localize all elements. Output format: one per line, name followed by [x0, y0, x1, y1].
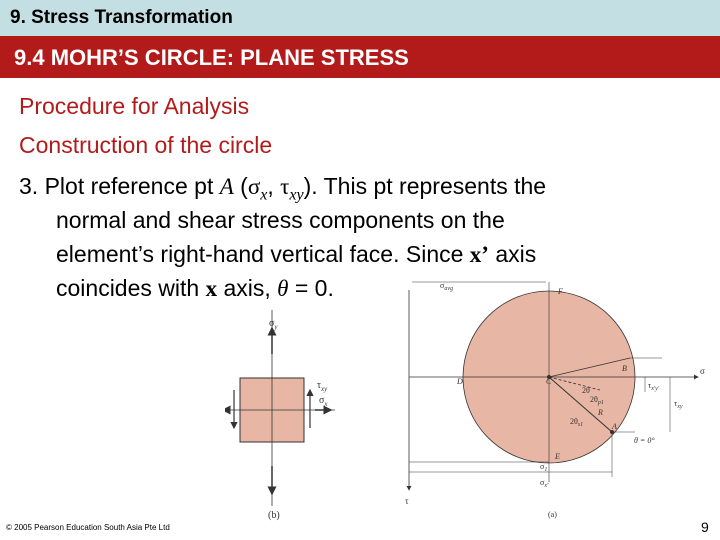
sigma-avg-label: $\sigma_{avg}$ — [440, 281, 453, 292]
step-number: 3. — [19, 173, 39, 199]
point-b-label: B — [622, 364, 627, 373]
two-theta-label: 2θ — [582, 386, 590, 395]
step-3-line-1: 3. Plot reference pt A ($\sigma_x$, $\tau_{xy}$). This pt represents the — [19, 173, 547, 204]
stress-element-figure — [225, 310, 335, 525]
point-d-label: D — [457, 377, 463, 386]
copyright-footer: © 2005 Pearson Education South Asia Pte Ltd — [6, 523, 170, 532]
sigma-x-label: $\sigma_x$ — [319, 395, 328, 408]
page-number: 9 — [701, 519, 709, 535]
tau-x-prime-y-prime-label: $\tau_{x'y'}$ — [648, 381, 660, 392]
sigma-1-label: $\sigma_1$ — [540, 462, 548, 473]
section-title: 9.4 MOHR’S CIRCLE: PLANE STRESS — [14, 45, 409, 70]
tau-axis-label: τ — [405, 496, 409, 506]
chapter-title: 9. Stress Transformation — [10, 7, 233, 28]
point-c-label: C — [546, 377, 552, 386]
construction-heading: Construction of the circle — [19, 132, 273, 158]
sigma-x-prime-label: $\sigma_{x'}$ — [540, 478, 549, 489]
point-e-label: E — [555, 452, 560, 461]
tau-xy-label: $\tau_{xy}$ — [317, 380, 328, 393]
step-3-line-4: coincides with x axis, θ = 0. — [56, 275, 334, 301]
chapter-header-bar — [0, 0, 720, 36]
sigma-axis-label: σ — [700, 366, 705, 376]
section-header-bar — [0, 36, 720, 78]
tau-xy-label: $\tau_{xy}$ — [674, 399, 683, 410]
sigma-y-label: $\sigma_y$ — [269, 318, 278, 331]
two-theta-s1-label: $2\theta_{s1}$ — [570, 417, 584, 428]
step-3-line-2: normal and shear stress components on the — [56, 207, 505, 233]
two-theta-p1-label: $2\theta_{p1}$ — [590, 395, 604, 406]
point-f-top-label: F — [558, 287, 563, 296]
step-3-line-3: element’s right-hand vertical face. Since x’ axis — [56, 241, 537, 267]
figure-b-label: (b) — [268, 510, 280, 521]
procedure-heading: Procedure for Analysis — [19, 93, 250, 119]
point-a-label: A — [612, 422, 617, 431]
mohrs-circle-figure — [400, 272, 710, 520]
point-r-label: R — [598, 408, 603, 417]
theta-zero-label: θ = 0° — [634, 436, 655, 445]
figure-a-label: (a) — [548, 510, 557, 519]
